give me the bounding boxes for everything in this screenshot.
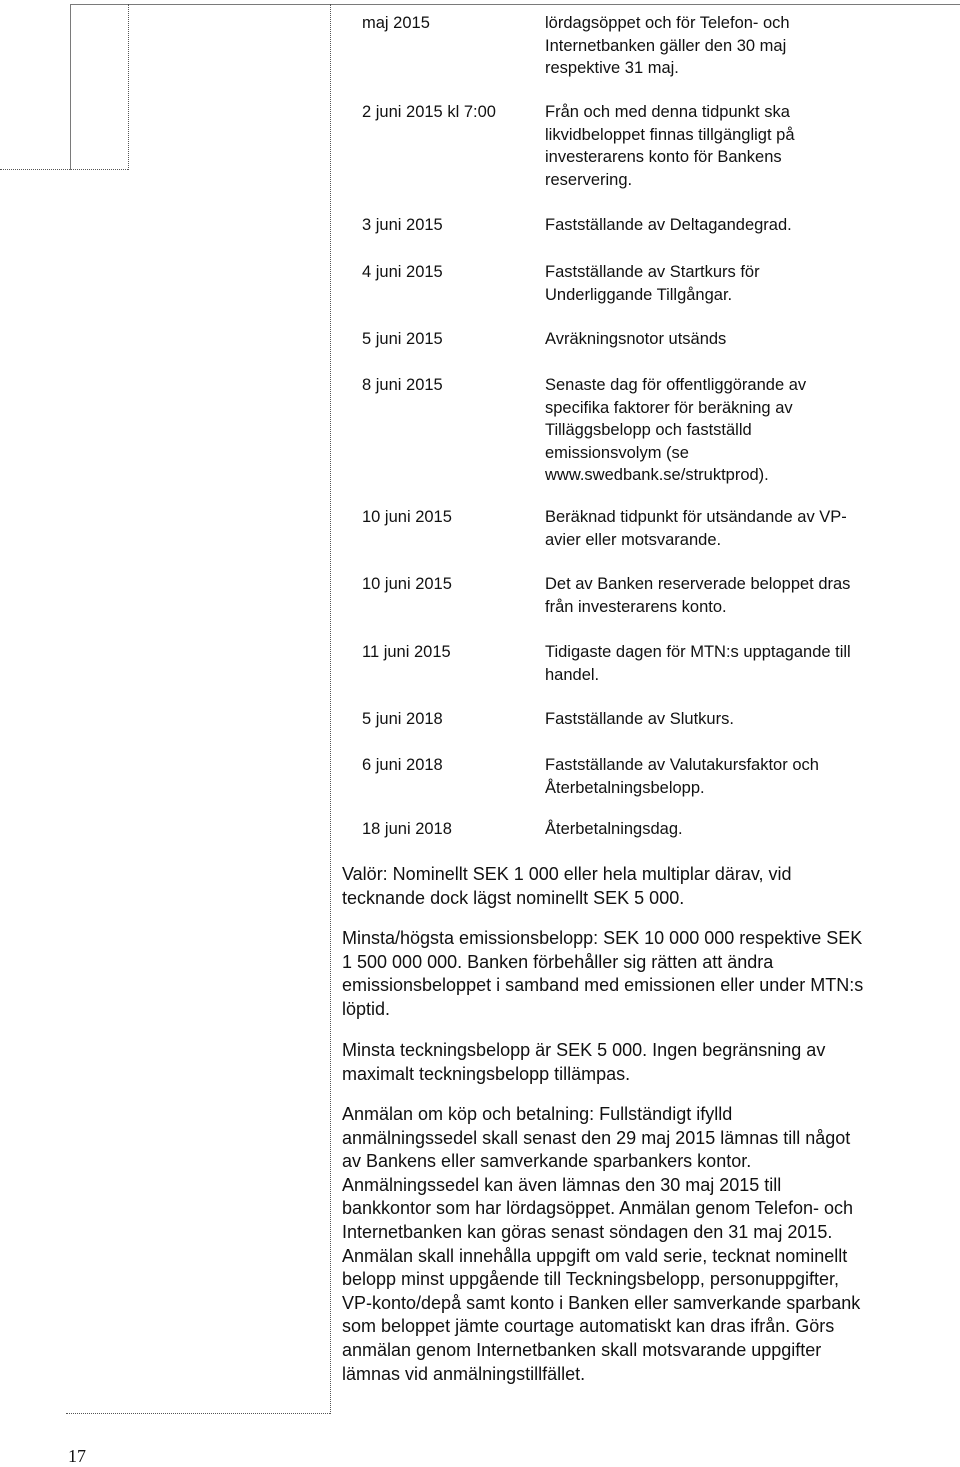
paragraph-emission-amount [342,927,932,1021]
bottom-rule [66,1413,330,1414]
desc-line: Avräkningsnotor utsänds [545,330,727,348]
paragraph-line: lämnas vid anmälningstillfället. [342,1363,586,1384]
desc-line: Underliggande Tillgångar. [545,285,733,304]
desc-line: Beräknad tidpunkt för utsändande av VP- [545,508,847,526]
desc-line: Internetbanken gäller den 30 maj [545,36,787,55]
schedule-description [545,12,905,80]
schedule-description [545,573,905,618]
paragraph-line: Anmälningssedel kan även lämnas den 30 maj 2015 till [342,1174,782,1195]
desc-line: www.swedbank.se/struktprod). [545,466,769,484]
desc-line: specifika faktorer för beräkning av [545,398,793,417]
paragraph-line: 1 500 000 000. Banken förbehåller sig rätten att ändra [342,951,774,972]
left-margin-rule [70,4,71,170]
paragraph-line: av Bankens eller samverkande sparbankers kontor. [342,1151,752,1172]
schedule-date: 3 juni 2015 [362,216,443,234]
paragraph-line: Anmälan skall innehålla uppgift om vald serie, tecknat nominellt [342,1245,848,1266]
schedule-date: 4 juni 2015 [362,263,443,281]
schedule-description [545,214,905,237]
schedule-date: 2 juni 2015 kl 7:00 [362,103,496,121]
schedule-date: 10 juni 2015 [362,508,452,526]
page-number: 17 [68,1446,86,1466]
paragraph-line: maximalt teckningsbelopp tillämpas. [342,1063,631,1084]
schedule-date: 11 juni 2015 [362,643,451,661]
desc-line: Tilläggsbelopp och fastställd [545,421,752,439]
paragraph-line: löptid. [342,998,391,1019]
paragraph-line: anmälan genom Internetbanken skall motsvarande uppgifter [342,1339,822,1360]
paragraph-line: anmälningssedel skall senast den 29 maj 2015 lämnas till något [342,1127,851,1148]
column-divider-main [330,4,331,1414]
schedule-description [545,641,905,686]
schedule-description [545,374,905,487]
schedule-date: 5 juni 2018 [362,710,443,728]
paragraph-line: Internetbanken kan göras senast söndagen den 31 maj 2015. [342,1221,833,1242]
desc-line: Återbetalningsbelopp. [545,778,705,797]
paragraph-line: bankkontor som har lördagsöppet. Anmälan genom Telefon- och [342,1198,853,1219]
desc-line: Fastställande av Valutakursfaktor och [545,756,819,774]
desc-line: investerarens konto för Bankens [545,148,782,166]
paragraph-line: emissionsbeloppet i samband med emissionen eller under MTN:s [342,975,864,996]
schedule-description [545,754,905,799]
paragraph-line: som beloppet jämte courtage automatiskt kan dras ifrån. Görs [342,1316,835,1337]
top-rule [70,4,960,5]
paragraph-min-subscription [342,1039,932,1086]
paragraph-line: belopp minst uppgående till Teckningsbelopp, personuppgifter, [342,1269,840,1290]
desc-line: lördagsöppet och för Telefon- och [545,14,790,32]
desc-line: Fastställande av Deltagandegrad. [545,216,792,234]
schedule-date: 8 juni 2015 [362,376,443,394]
column-divider-left [128,4,129,170]
schedule-date: 18 juni 2018 [362,820,452,838]
desc-line: handel. [545,665,600,684]
paragraph-valor [342,863,932,910]
desc-line: emissionsvolym (se [545,443,689,462]
desc-line: Det av Banken reserverade beloppet dras [545,575,851,593]
paragraph-line: Valör: Nominellt SEK 1 000 eller hela multiplar därav, vid [342,864,792,884]
desc-line: Återbetalningsdag. [545,820,683,838]
paragraph-line: VP-konto/depå samt konto i Banken eller samverkande sparbank [342,1292,861,1313]
desc-line: likvidbeloppet finnas tillgängligt på [545,125,795,144]
schedule-date: 6 juni 2018 [362,756,443,774]
schedule-description [545,708,905,731]
paragraph-line: Minsta/högsta emissionsbelopp: SEK 10 000 000 respektive SEK [342,928,863,948]
desc-line: Senaste dag för offentliggörande av [545,376,807,394]
schedule-date: 10 juni 2015 [362,575,452,593]
desc-line: Fastställande av Startkurs för [545,263,760,281]
paragraph-line: Minsta teckningsbelopp är SEK 5 000. Ingen begränsning av [342,1040,826,1060]
desc-line: Tidigaste dagen för MTN:s upptagande till [545,643,851,661]
paragraph-line: tecknande dock lägst nominellt SEK 5 000. [342,887,685,908]
paragraph-application [342,1103,932,1386]
desc-line: respektive 31 maj. [545,59,679,77]
paragraph-line: Anmälan om köp och betalning: Fullständigt ifylld [342,1104,733,1124]
schedule-date: maj 2015 [362,14,430,32]
desc-line: Fastställande av Slutkurs. [545,710,734,728]
desc-line: från investerarens konto. [545,597,727,616]
schedule-description [545,101,905,191]
schedule-description [545,328,905,351]
desc-line: avier eller motsvarande. [545,530,722,549]
desc-line: Från och med denna tidpunkt ska [545,103,790,121]
margin-note-rule [0,169,128,170]
schedule-description [545,818,905,841]
schedule-description [545,506,905,551]
schedule-description [545,261,905,306]
desc-line: reservering. [545,170,633,189]
schedule-date: 5 juni 2015 [362,330,443,348]
